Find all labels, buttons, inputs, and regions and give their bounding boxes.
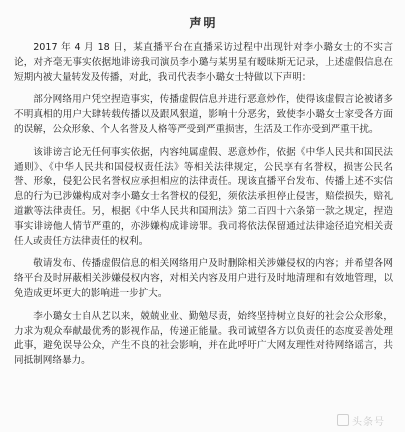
- watermark-logo-icon: [337, 414, 349, 426]
- watermark: [337, 413, 385, 428]
- paragraph-4: 敬请发布、传播虚假信息的相关网络用户及时删除相关涉嫌侵权的内容；并希望各网络平台及时屏蔽相关涉嫌侵权内容，对相关内容及用户进行及时地清理和有效地管理，以免造成更坏更大的影响进一步扩大。: [14, 258, 393, 299]
- watermark-text: 头条号: [352, 417, 385, 428]
- paragraph-1: 2017 年 4 月 18 日，某直播平台在直播采访过程中出现针对李小璐女士的不实言论，对齐毫无事实依据地诽谤我司演员李小璐与某男星有暧昧斯无记录，上述虚假信息在短期内被大量转发及传播，对此，我司代表李小璐女士特做以下声明：: [14, 42, 393, 83]
- statement-title: 声明: [189, 16, 218, 30]
- paragraph-5: 李小璐女士自从艺以来，兢兢业业、勤勉尽责，始终坚持树立良好的社会公众形象，力求为观众奉献最优秀的影视作品，传递正能量。我司诚望各方以负责任的态度妥善处理此事，避免误导公众，产生不良的社会影响，并在此呼吁广大网友理性对待网络谣言，共同抵制网络暴力。: [14, 310, 393, 367]
- paragraph-2: 部分网络用户凭空捏造事实，传播虚假信息并进行恶意炒作，使得该虚假言论被诸多不明真相的用户大肆转载传播以及跟风狠道，影响十分恶劣，致使李小璐女士家受各方面的误解，公众形象、个人名誉及人格等严受到严重损害，生活及工作亦受到严重干扰。: [14, 94, 393, 135]
- paragraph-3: 该诽谤言论无任何事实依据，内容纯属虚假、恶意炒作，依据《中华人民共和国民法通则》、《中华人民共和国侵权责任法》等相关法律规定，公民享有名誉权，损害公民名誉、形象，侵犯公民名誉权应承担相应的法律责任。现该直播平台发布、传播上述不实信息的行为已涉嫌构成对李小璐女士名誉权的侵犯，须依法承担停止侵害，赔偿损失，赔礼道歉等法律责任。另，根据《中华人民共和国刑法》第二百四十六条第一款之规定，捏造事实诽谤他人情节严重的，亦涉嫌构成诽谤罪。我司将依法保留通过法律途径追究相关责任人或责任方法律责任的权利。: [14, 146, 393, 247]
